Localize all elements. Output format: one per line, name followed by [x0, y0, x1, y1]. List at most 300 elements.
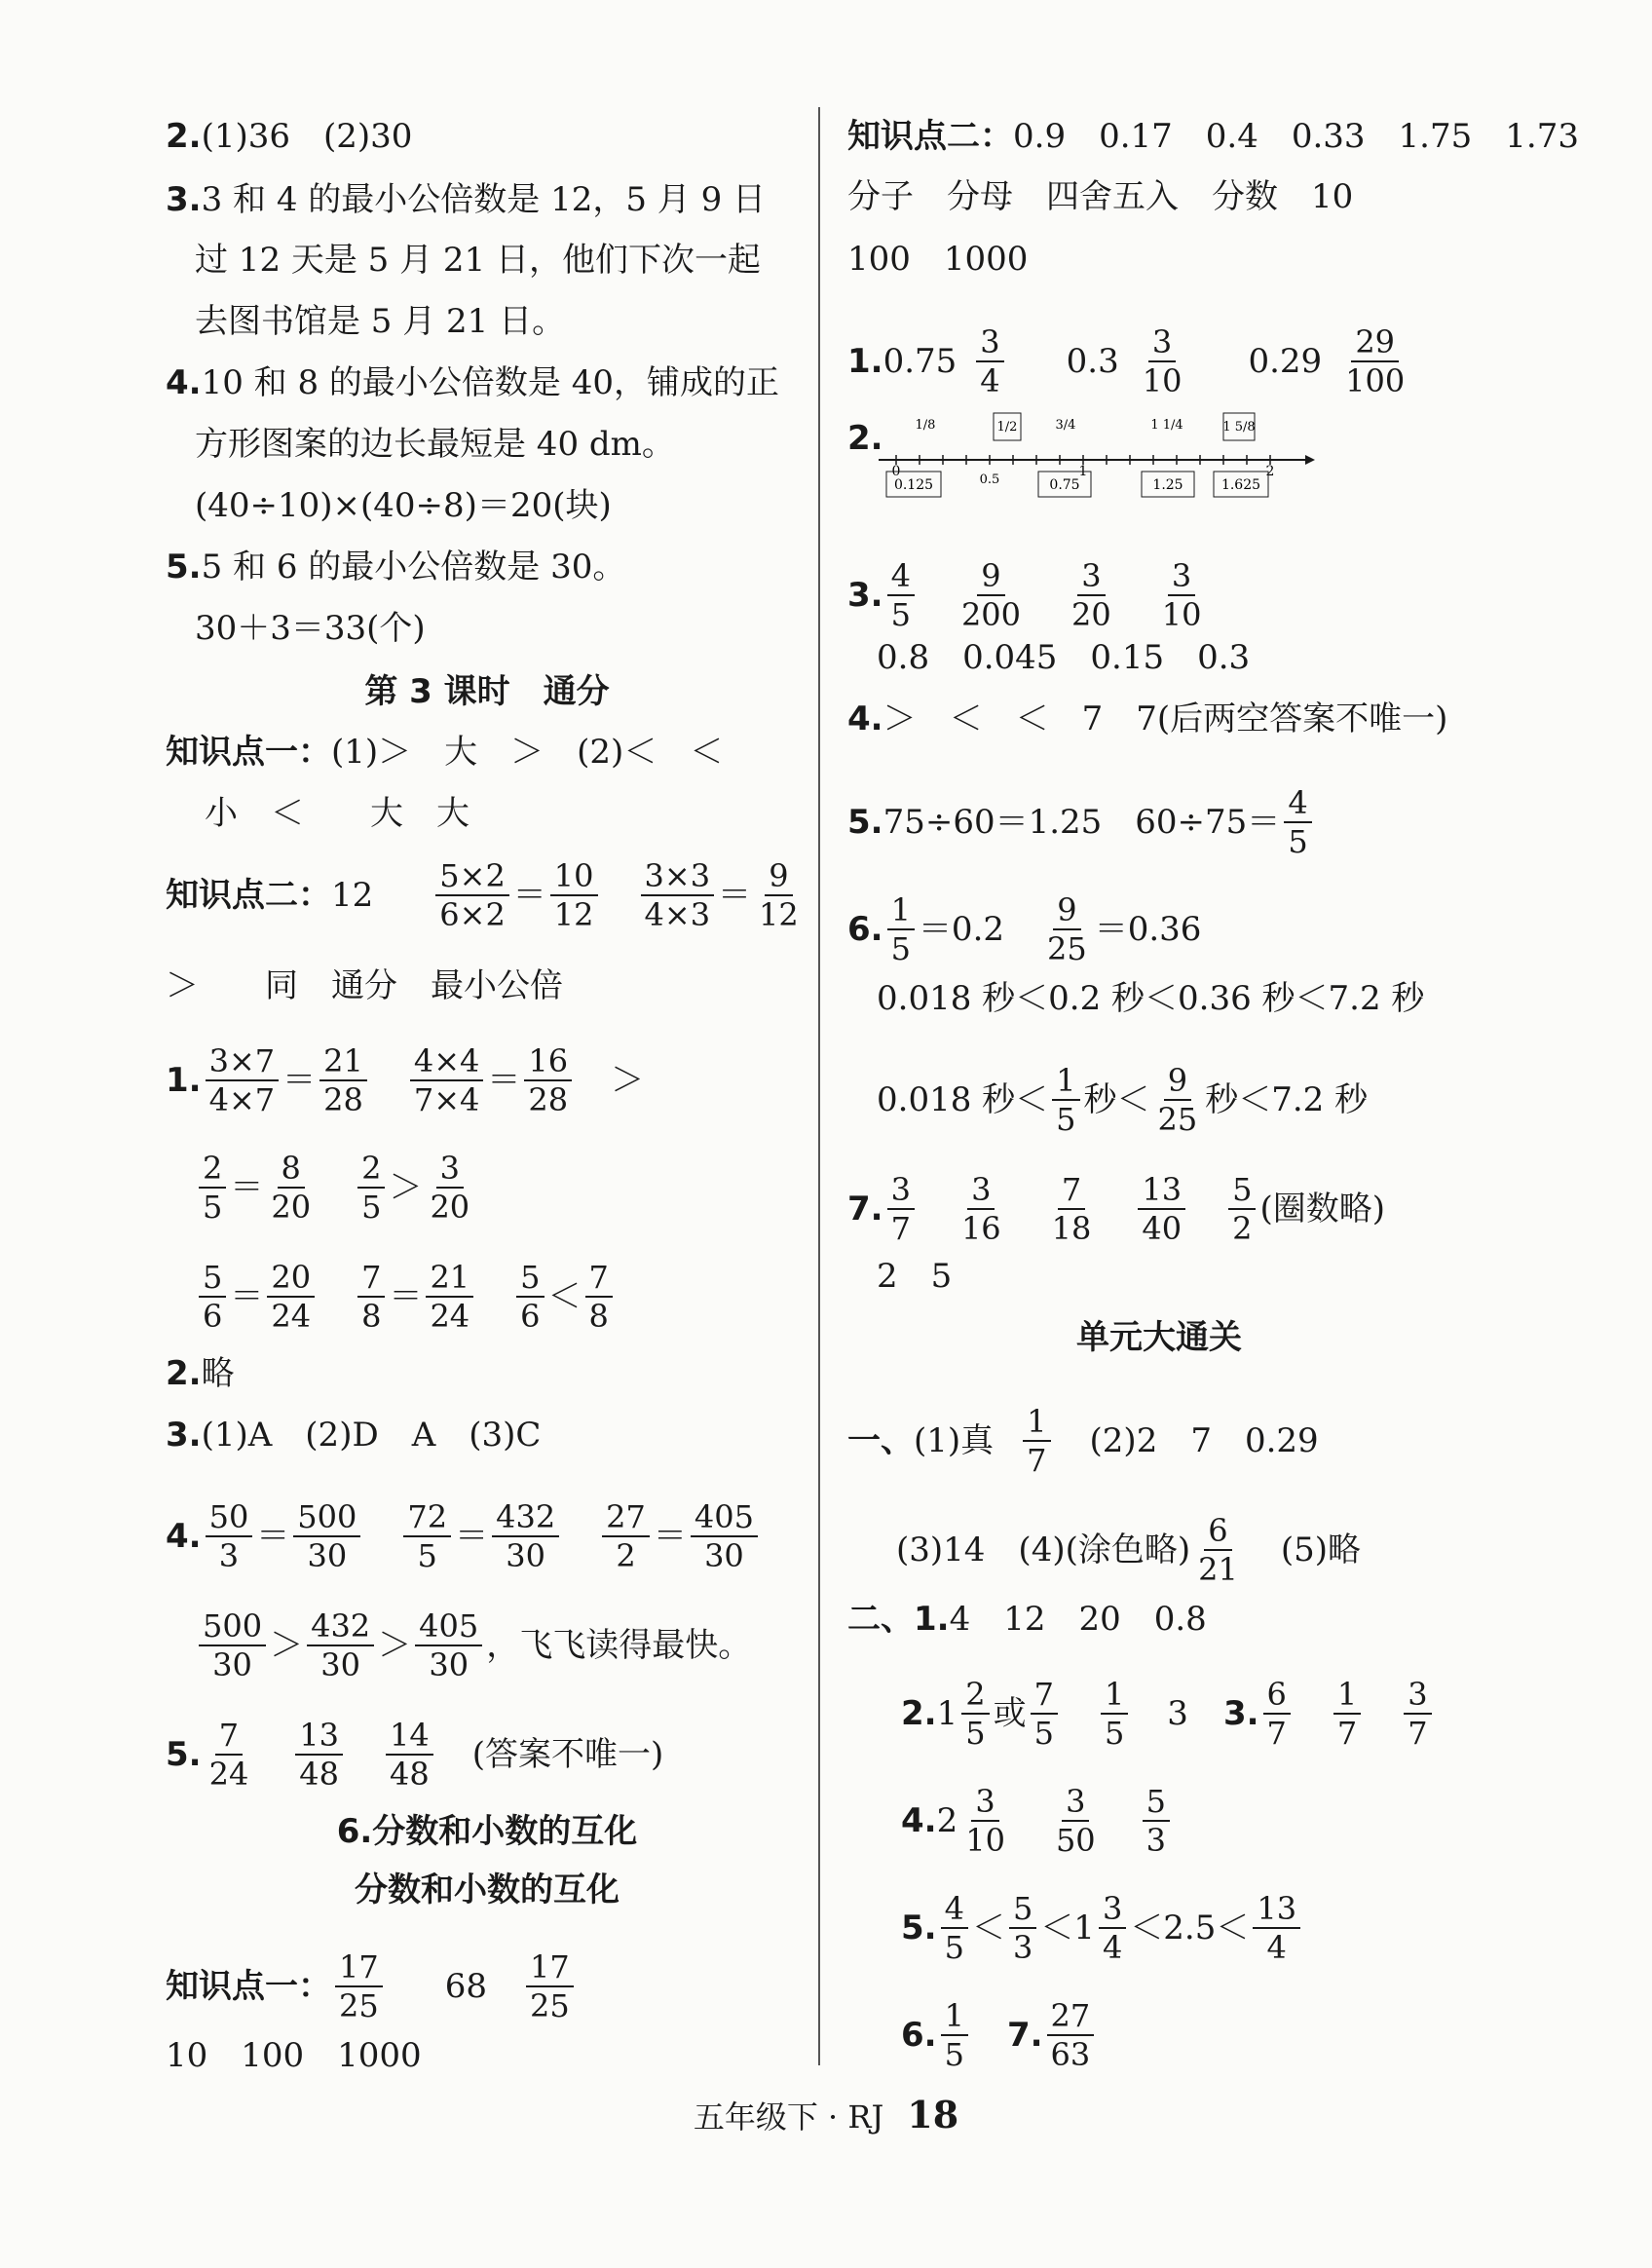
fraction-numerator: 7	[1031, 1676, 1058, 1715]
fraction	[524, 1042, 572, 1118]
unit-part-2	[847, 1600, 1207, 1639]
fraction-numerator: 500	[293, 1498, 360, 1537]
unit-review-title: 单元大通关	[1076, 1318, 1242, 1357]
text-run: 3.	[166, 180, 202, 219]
fraction-denominator: 6	[203, 1298, 223, 1335]
right-exercise-4	[847, 699, 1447, 738]
fraction-numerator: 2	[199, 1150, 226, 1189]
text-run: 5 和 6 的最小公倍数是 30。	[201, 548, 626, 586]
text-run: 略	[201, 1354, 235, 1393]
text-run: ＜1	[1040, 1909, 1095, 1947]
label-one-eighth: 1/8	[915, 418, 936, 433]
text-run: 二、	[847, 1600, 914, 1639]
fraction	[492, 1498, 559, 1574]
fraction	[1138, 1171, 1185, 1247]
right-exercise-7-line2	[877, 1257, 952, 1296]
fraction-denominator: 25	[529, 1987, 570, 2024]
fraction-denominator: 5	[1056, 1101, 1076, 1138]
fraction-denominator: 4	[1266, 1929, 1287, 1966]
fraction	[1253, 1890, 1300, 1966]
text-run: ＞	[270, 1626, 304, 1665]
fraction	[1228, 1171, 1256, 1247]
fraction	[1333, 1676, 1361, 1752]
fraction-denominator: 7×4	[413, 1081, 480, 1118]
fraction	[961, 1676, 989, 1752]
fraction	[293, 1498, 360, 1574]
fraction-denominator: 3	[1012, 1929, 1033, 1966]
fraction	[199, 1150, 226, 1226]
fraction-denominator: 30	[429, 1646, 469, 1683]
fraction-denominator: 5	[965, 1715, 986, 1752]
fraction	[319, 1042, 367, 1118]
exercise-3	[166, 1416, 541, 1455]
fraction-numerator: 20	[267, 1259, 315, 1298]
fraction	[386, 1717, 433, 1793]
fraction-numerator: 3	[1062, 1783, 1089, 1822]
column-divider	[818, 107, 820, 2065]
text-run: ＝	[256, 1517, 290, 1556]
fraction	[1068, 557, 1115, 633]
fraction-numerator: 27	[602, 1498, 650, 1537]
text-run: 0.018 秒＜	[877, 1080, 1049, 1119]
fraction-numerator: 1	[941, 1997, 968, 2036]
fraction-numerator: 405	[691, 1498, 758, 1537]
fraction-denominator: 24	[208, 1756, 249, 1793]
knowledge-point-1	[166, 733, 723, 772]
fraction	[961, 1783, 1009, 1859]
fraction-numerator: 5×2	[435, 857, 509, 896]
text-run: 1.	[847, 342, 883, 381]
fraction-numerator: 5	[1143, 1783, 1170, 1822]
fraction	[1139, 323, 1186, 399]
text-run: 2	[936, 1801, 958, 1840]
value-0-75: 0.75	[1049, 477, 1080, 493]
fraction	[206, 1498, 253, 1574]
fraction	[976, 323, 1003, 399]
fraction-denominator: 5	[1288, 823, 1308, 860]
fraction-numerator: 1	[1052, 1062, 1079, 1101]
fraction-numerator: 3	[1168, 557, 1195, 596]
fraction-denominator: 7	[1336, 1715, 1358, 1752]
fraction-denominator: 24	[430, 1298, 470, 1335]
fraction-denominator: 48	[299, 1756, 340, 1793]
text-run: 7.	[1006, 2016, 1043, 2055]
value-1-25: 1.25	[1152, 477, 1183, 493]
text-run: 0.9 0.17 0.4 0.33 1.75 1.73	[1013, 117, 1579, 156]
page-footer	[0, 2093, 1652, 2137]
exercise-1	[166, 1042, 644, 1118]
fraction-denominator: 7	[1027, 1442, 1047, 1479]
unit-part-1	[847, 1403, 1319, 1479]
fraction-numerator: 50	[206, 1498, 253, 1537]
fraction-numerator: 3	[967, 1171, 995, 1210]
text-run: (1)A (2)D A (3)C	[201, 1416, 542, 1455]
fraction-numerator: 3	[1404, 1676, 1431, 1715]
fraction-denominator: 6	[520, 1298, 541, 1335]
label-one-half: 1/2	[996, 420, 1018, 435]
text-run: 知识点一：	[166, 1967, 331, 2006]
right-exercise-3-line2	[877, 638, 1250, 677]
fraction	[1154, 1062, 1202, 1138]
fraction	[526, 1948, 574, 2024]
text-run: (1)真	[914, 1421, 995, 1460]
fraction	[1023, 1403, 1050, 1479]
text-run: 4.	[166, 1517, 202, 1556]
fraction-numerator: 7	[357, 1259, 385, 1298]
fraction	[585, 1259, 613, 1335]
text-run: 0.018 秒＜0.2 秒＜0.36 秒＜7.2 秒	[877, 979, 1425, 1018]
fraction-numerator: 6	[1204, 1512, 1231, 1551]
text-run: ＜2.5＜	[1130, 1909, 1250, 1947]
section-6-knowledge-1-line2	[166, 2036, 422, 2075]
text-run: ＝	[230, 1168, 264, 1207]
fraction	[1048, 1171, 1096, 1247]
text-run: 1.	[914, 1600, 950, 1639]
fraction	[887, 557, 915, 633]
fraction-denominator: 8	[361, 1298, 382, 1335]
fraction-denominator: 30	[506, 1537, 545, 1574]
text-run: 6.	[847, 910, 883, 949]
fraction-numerator: 13	[295, 1717, 343, 1756]
fraction-denominator: 2	[1232, 1210, 1253, 1247]
section-6-subtitle: 分数和小数的互化	[355, 1871, 620, 1909]
text-run: ＝	[653, 1517, 687, 1556]
fraction-denominator: 5	[1104, 1715, 1125, 1752]
fraction-numerator: 3	[1148, 323, 1176, 362]
fraction	[357, 1259, 385, 1335]
exercise-1-line3	[195, 1259, 617, 1335]
text-run: 7.	[847, 1190, 883, 1228]
fraction-denominator: 5	[890, 930, 911, 967]
fraction-numerator: 13	[1138, 1171, 1185, 1210]
fraction-denominator: 5	[890, 596, 911, 633]
fraction-numerator: 2	[357, 1150, 385, 1189]
fraction	[641, 857, 715, 933]
fraction	[1043, 891, 1091, 967]
fraction-denominator: 18	[1051, 1210, 1092, 1247]
fraction-denominator: 20	[271, 1189, 312, 1226]
value-0-125: 0.125	[893, 477, 934, 493]
fraction	[1284, 784, 1311, 860]
fraction	[426, 1259, 473, 1335]
fraction-denominator: 20	[1071, 596, 1111, 633]
fraction-denominator: 5	[944, 1929, 964, 1966]
fraction-denominator: 30	[212, 1646, 252, 1683]
fraction	[199, 1607, 266, 1683]
fraction-denominator: 7	[1408, 1715, 1428, 1752]
fraction-denominator: 25	[1047, 930, 1087, 967]
fraction-denominator: 4×3	[644, 896, 711, 933]
text-run: 5.	[166, 1735, 202, 1774]
text-run: (2)2 7 0.29	[1089, 1421, 1319, 1460]
fraction-denominator: 30	[320, 1646, 360, 1683]
fraction	[957, 1171, 1005, 1247]
text-run: (圈数略)	[1259, 1190, 1385, 1228]
text-run: 知识点二：	[847, 117, 1013, 156]
right-exercise-6-line2	[877, 979, 1424, 1018]
fraction-denominator: 28	[323, 1081, 363, 1118]
fraction-denominator: 20	[430, 1189, 470, 1226]
fraction-numerator: 4×4	[410, 1042, 484, 1081]
text-run: 75÷60＝1.25 60÷75＝	[882, 803, 1281, 842]
fraction-denominator: 3	[218, 1537, 240, 1574]
text-run: 秒＜7.2 秒	[1205, 1080, 1369, 1119]
fraction-denominator: 50	[1055, 1822, 1096, 1859]
fraction-numerator: 14	[386, 1717, 433, 1756]
section-6-title: 6.分数和小数的互化	[336, 1812, 638, 1851]
fraction-numerator: 3×7	[206, 1042, 280, 1081]
text-run: ＞	[378, 1626, 412, 1665]
text-run: 小 ＜ 大 大	[205, 794, 469, 833]
text-run: ＝0.36	[1094, 910, 1202, 949]
fraction-numerator: 4	[1284, 784, 1311, 823]
fraction	[415, 1607, 482, 1683]
text-run: 4.	[901, 1801, 937, 1840]
fraction	[1047, 1997, 1095, 2073]
answer-2	[166, 117, 412, 156]
text-run: 10 100 1000	[166, 2036, 422, 2075]
fraction-denominator: 12	[553, 896, 594, 933]
fraction-numerator: 9	[765, 857, 792, 896]
fraction-denominator: 40	[1142, 1210, 1183, 1247]
exercise-4	[166, 1498, 762, 1574]
right-exercise-6	[847, 891, 1201, 967]
text-run: (5)略	[1280, 1531, 1362, 1569]
fraction-numerator: 5	[516, 1259, 544, 1298]
fraction-numerator: 405	[415, 1607, 482, 1646]
fraction	[267, 1150, 315, 1226]
text-run: ＜	[547, 1277, 582, 1316]
fraction	[1263, 1676, 1291, 1752]
knowledge-point-2-line2	[166, 966, 563, 1005]
text-run: 12	[331, 876, 374, 915]
text-run: 6.	[901, 2016, 937, 2055]
fraction-numerator: 9	[1164, 1062, 1191, 1101]
exercise-4-line2	[195, 1607, 751, 1683]
text-run: ＝	[455, 1517, 489, 1556]
fraction-denominator: 16	[960, 1210, 1001, 1247]
text-run: ＜	[971, 1909, 1005, 1947]
knowledge-point-2	[166, 857, 807, 933]
text-run: 0.75	[882, 342, 957, 381]
fraction	[1404, 1676, 1431, 1752]
right-exercise-3	[847, 557, 1209, 633]
fraction	[1341, 323, 1408, 399]
fraction-numerator: 5	[1009, 1890, 1036, 1929]
knowledge-point-2-line3	[847, 240, 1028, 279]
fraction-denominator: 4	[980, 362, 1000, 399]
fraction	[1101, 1676, 1128, 1752]
text-run: ＝0.2	[918, 910, 1005, 949]
fraction-denominator: 7	[1266, 1715, 1287, 1752]
text-run: 5.	[847, 803, 883, 842]
fraction-denominator: 3	[1145, 1822, 1167, 1859]
unit-part-2-q2-q3	[901, 1676, 1436, 1752]
text-run: 知识点二：	[166, 876, 331, 915]
fraction-numerator: 3	[1099, 1890, 1126, 1929]
fraction	[267, 1259, 315, 1335]
text-run: (40÷10)×(40÷8)＝20(块)	[195, 486, 612, 525]
fraction-denominator: 5	[1033, 1715, 1054, 1752]
text-run: 方形图案的边长最短是 40 dm。	[195, 425, 675, 464]
label-one-and-five-eighths: 1 5/8	[1222, 420, 1256, 435]
fraction-numerator: 432	[492, 1498, 559, 1537]
fraction-denominator: 5	[944, 2036, 964, 2073]
fraction	[755, 857, 803, 933]
fraction-denominator: 5	[417, 1537, 437, 1574]
text-run: 知识点一：	[166, 733, 331, 772]
fraction-numerator: 3	[971, 1783, 998, 1822]
fraction-denominator: 7	[890, 1210, 911, 1247]
exercise-2	[166, 1354, 235, 1393]
fraction-denominator: 28	[528, 1081, 569, 1118]
fraction-denominator: 8	[588, 1298, 609, 1335]
fraction-numerator: 500	[199, 1607, 266, 1646]
text-run: ＝	[487, 1061, 521, 1100]
fraction-numerator: 3	[976, 323, 1003, 362]
text-run: 4 12 20 0.8	[949, 1600, 1207, 1639]
fraction-denominator: 25	[1157, 1101, 1198, 1138]
label-one-and-quarter: 1 1/4	[1150, 418, 1183, 433]
text-run: (3)14 (4)(涂色略)	[896, 1531, 1191, 1569]
answer-5-line2	[195, 609, 426, 648]
fraction-denominator: 10	[1142, 362, 1183, 399]
text-run: 3.	[1222, 1694, 1259, 1733]
unit-part-2-q6-q7	[901, 1997, 1098, 2073]
text-run: 一、	[847, 1421, 914, 1460]
fraction	[1158, 557, 1206, 633]
text-run: ＝	[389, 1277, 423, 1316]
knowledge-point-2-line2	[847, 177, 1353, 216]
fraction	[206, 1717, 253, 1793]
fraction-numerator: 432	[307, 1607, 374, 1646]
fraction-numerator: 9	[1053, 891, 1080, 930]
answer-4-line2	[195, 425, 675, 464]
fraction-numerator: 3	[436, 1150, 464, 1189]
fraction	[1052, 1783, 1100, 1859]
fraction-denominator: 24	[271, 1298, 312, 1335]
text-run: (1)＞ 大 ＞ (2)＜ ＜	[331, 733, 724, 772]
fraction-numerator: 7	[215, 1717, 243, 1756]
fraction-numerator: 1	[1101, 1676, 1128, 1715]
fraction	[1194, 1512, 1242, 1588]
text-run: 2.	[847, 419, 883, 458]
fraction-denominator: 21	[1198, 1551, 1238, 1588]
text-run: (1)36 (2)30	[201, 117, 413, 156]
fraction-numerator: 1	[1333, 1676, 1361, 1715]
text-run: 或	[993, 1694, 1027, 1733]
fraction	[691, 1498, 758, 1574]
fraction-numerator: 6	[1263, 1676, 1291, 1715]
text-run: ＝	[512, 876, 546, 915]
text-run: ，飞飞读得最快。	[486, 1626, 752, 1665]
fraction-denominator: 100	[1345, 362, 1406, 399]
fraction-denominator: 10	[1161, 596, 1202, 633]
text-run: 分子 分母 四舍五入 分数 10	[847, 177, 1354, 216]
fraction	[307, 1607, 374, 1683]
fraction-numerator: 3×3	[641, 857, 715, 896]
text-run: 去图书馆是 5 月 21 日。	[195, 302, 566, 341]
text-run: 3 和 4 的最小公倍数是 12，5 月 9 日	[201, 180, 767, 219]
number-line-arrow	[1305, 455, 1315, 465]
text-run: 1	[936, 1694, 958, 1733]
fraction	[1143, 1783, 1170, 1859]
fraction	[516, 1259, 544, 1335]
fraction	[1009, 1890, 1036, 1966]
fraction-numerator: 1	[1023, 1403, 1050, 1442]
number-line	[877, 409, 1315, 507]
fraction-numerator: 5	[199, 1259, 226, 1298]
fraction	[403, 1498, 451, 1574]
fraction	[357, 1150, 385, 1226]
text-run: 10 和 8 的最小公倍数是 40，铺成的正	[201, 363, 779, 402]
fraction-numerator: 5	[1228, 1171, 1256, 1210]
fraction	[941, 1890, 968, 1966]
label-three-quarters: 3/4	[1055, 418, 1076, 433]
text-run: 68	[444, 1967, 487, 2006]
fraction-numerator: 72	[403, 1498, 451, 1537]
text-run: 3	[1167, 1694, 1188, 1733]
fraction-numerator: 16	[524, 1042, 572, 1081]
answer-3-line2	[195, 241, 761, 280]
knowledge-point-1-line2	[205, 794, 469, 833]
fraction-denominator: 2	[616, 1537, 636, 1574]
exercise-1-line2	[195, 1150, 477, 1226]
text-run: 秒＜	[1083, 1080, 1150, 1119]
text-run: 4.	[166, 363, 202, 402]
fraction	[887, 1171, 915, 1247]
fraction-numerator: 1	[887, 891, 915, 930]
fraction-numerator: 29	[1351, 323, 1399, 362]
fraction-denominator: 4	[1102, 1929, 1123, 1966]
lesson-3-title: 第 3 课时 通分	[364, 672, 610, 711]
unit-part-2-q4	[901, 1783, 1174, 1859]
text-run: ＞	[611, 1061, 645, 1100]
fraction	[426, 1150, 473, 1226]
text-run: ＝	[230, 1277, 264, 1316]
fraction	[602, 1498, 650, 1574]
fraction-numerator: 13	[1253, 1890, 1300, 1929]
fraction-numerator: 10	[550, 857, 598, 896]
right-exercise-5	[847, 784, 1316, 860]
answer-3	[166, 180, 766, 219]
fraction-denominator: 200	[960, 596, 1022, 633]
exercise-5	[166, 1717, 663, 1793]
fraction-denominator: 63	[1050, 2036, 1091, 2073]
fraction	[199, 1259, 226, 1335]
fraction-numerator: 7	[585, 1259, 613, 1298]
value-1-625: 1.625	[1220, 477, 1261, 493]
fraction-numerator: 8	[278, 1150, 305, 1189]
fraction	[1099, 1890, 1126, 1966]
fraction-numerator: 17	[335, 1948, 383, 1987]
text-run: (答案不唯一)	[471, 1735, 664, 1774]
text-run: 0.8 0.045 0.15 0.3	[877, 638, 1251, 677]
page-number: 18	[907, 2093, 959, 2136]
fraction	[941, 1997, 968, 2073]
fraction-denominator: 48	[390, 1756, 430, 1793]
text-run: 5.	[901, 1909, 937, 1947]
fraction-denominator: 30	[704, 1537, 744, 1574]
text-run: ＞ 同 通分 最小公倍	[166, 966, 563, 1005]
fraction	[1052, 1062, 1079, 1138]
fraction-denominator: 5	[361, 1189, 382, 1226]
fraction-numerator: 17	[526, 1948, 574, 1987]
fraction-numerator: 21	[426, 1259, 473, 1298]
fraction-numerator: 3	[1077, 557, 1105, 596]
answer-5	[166, 548, 625, 586]
fraction	[295, 1717, 343, 1793]
